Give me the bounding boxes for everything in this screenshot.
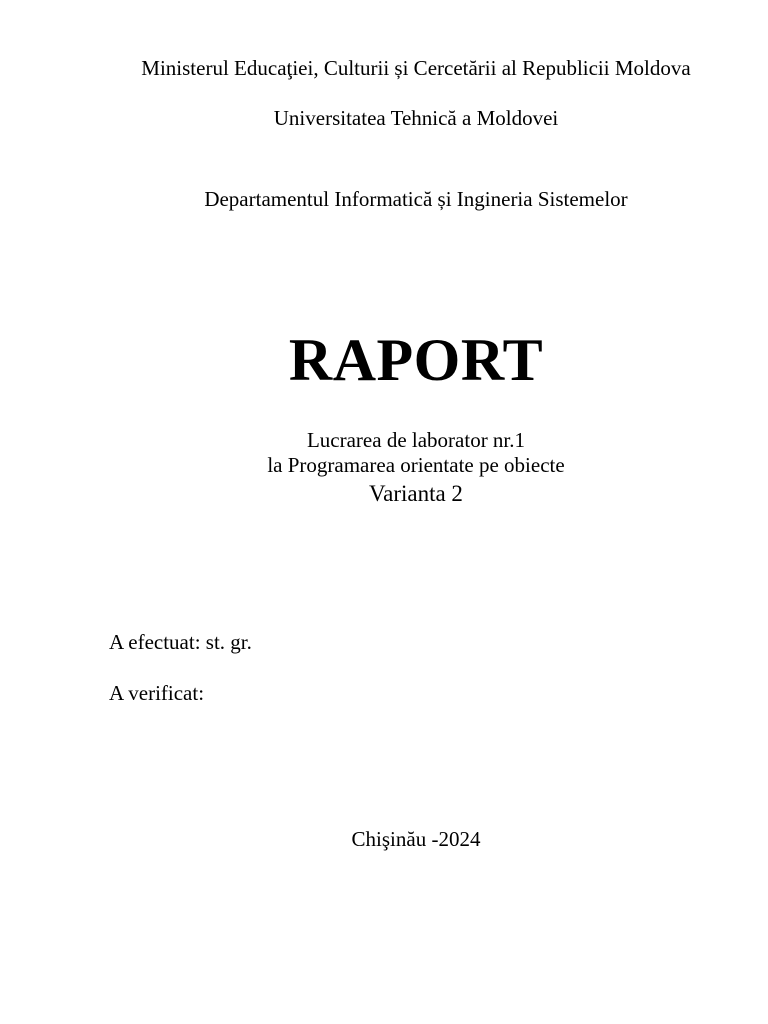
department-heading: Departamentul Informatică și Ingineria Sistemelor: [204, 187, 628, 211]
variant-label: Varianta 2: [369, 481, 463, 506]
course-label: la Programarea orientate pe obiecte: [267, 453, 565, 477]
verified-by-label: A verificat:: [109, 681, 205, 705]
lab-work-label: Lucrarea de laborator nr.1: [306, 428, 526, 452]
place-year: Chişinău -2024: [351, 827, 481, 851]
university-heading: Universitatea Tehnică a Moldovei: [273, 106, 559, 130]
report-title: RAPORT: [288, 327, 544, 393]
ministry-heading: Ministerul Educaţiei, Culturii și Cercetării al Republicii Moldova: [141, 56, 691, 80]
performed-by-label: A efectuat: st. gr.: [109, 630, 252, 654]
